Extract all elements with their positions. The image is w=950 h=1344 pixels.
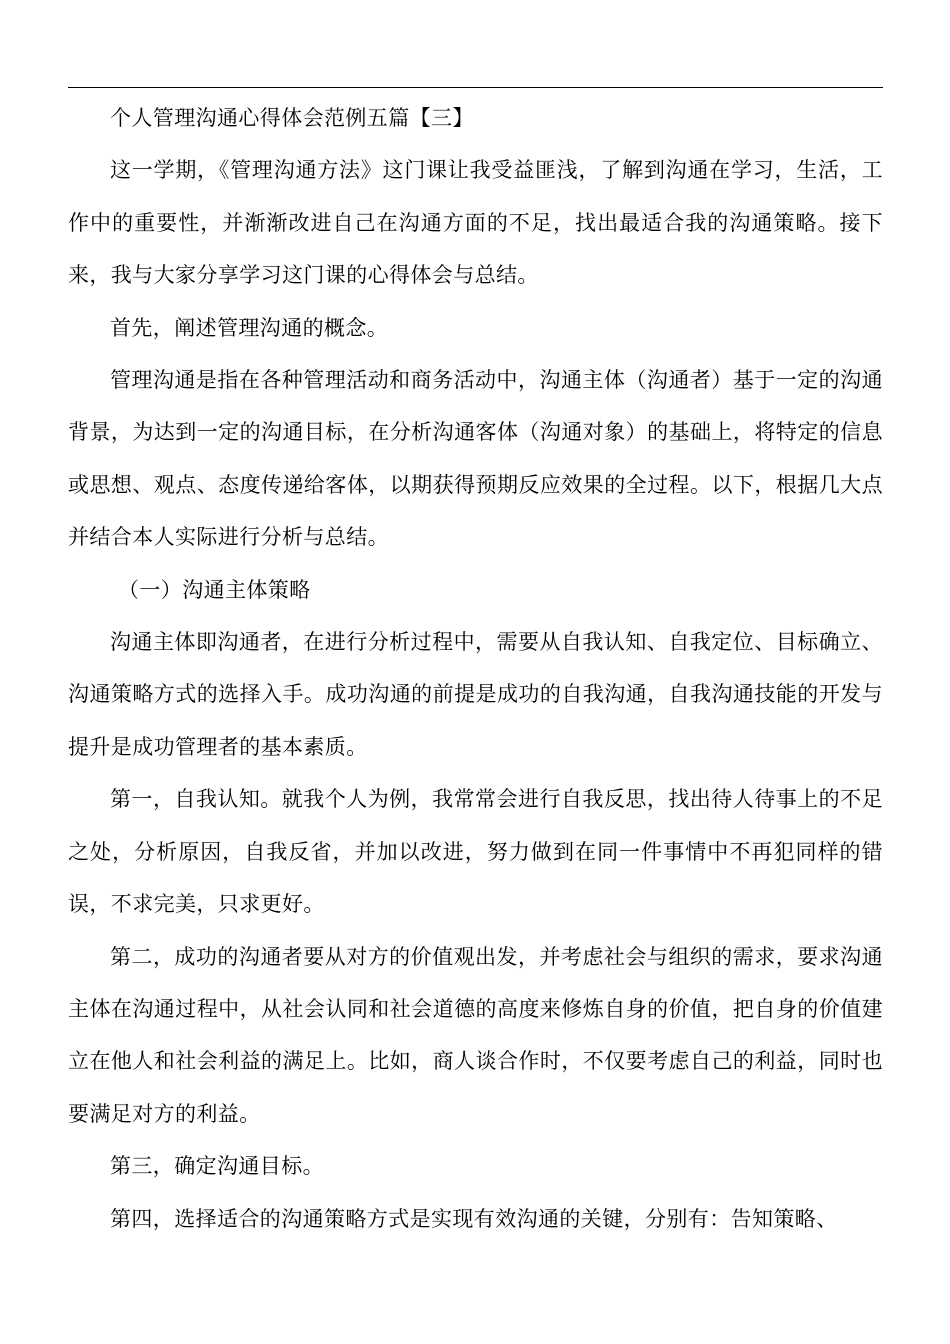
document-body xyxy=(68,92,883,1245)
paragraph-point-1: 第一，自我认知。就我个人为例，我常常会进行自我反思，找出待人待事上的不足之处，分析原因，自我反省，并加以改进，努力做到在同一件事情中不再犯同样的错误，不求完美，只求更好。 xyxy=(68,787,883,917)
section-heading-1: （一）沟通主体策略 xyxy=(118,577,311,602)
paragraph-definition: 管理沟通是指在各种管理活动和商务活动中，沟通主体（沟通者）基于一定的沟通背景，为达到一定的沟通目标，在分析沟通客体（沟通对象）的基础上，将特定的信息或思想、观点、态度传递给客体，以期获得预期反应效果的全过程。以下，根据几大点并结合本人实际进行分析与总结。 xyxy=(68,368,883,550)
paragraph-intro: 这一学期，《管理沟通方法》这门课让我受益匪浅，了解到沟通在学习，生活，工作中的重要性，并渐渐改进自己在沟通方面的不足，找出最适合我的沟通策略。接下来，我与大家分享学习这门课的心得体会与总结。 xyxy=(68,158,883,288)
paragraph-point-2: 第二，成功的沟通者要从对方的价值观出发，并考虑社会与组织的需求，要求沟通主体在沟通过程中，从社会认同和社会道德的高度来修炼自身的价值，把自身的价值建立在他人和社会利益的满足上。比如，商人谈合作时，不仅要考虑自己的利益，同时也要满足对方的利益。 xyxy=(68,944,883,1126)
paragraph-first: 首先，阐述管理沟通的概念。 xyxy=(110,315,389,340)
article-title: 个人管理沟通心得体会范例五篇【三】 xyxy=(110,106,474,130)
header-rule xyxy=(68,87,883,88)
paragraph-subject: 沟通主体即沟通者，在进行分析过程中，需要从自我认知、自我定位、目标确立、沟通策略方式的选择入手。成功沟通的前提是成功的自我沟通，自我沟通技能的开发与提升是成功管理者的基本素质。 xyxy=(68,630,883,759)
paragraph-point-3: 第三，确定沟通目标。 xyxy=(110,1154,324,1179)
paragraph-point-4: 第四，选择适合的沟通策略方式是实现有效沟通的关键，分别有：告知策略、 xyxy=(110,1206,838,1231)
